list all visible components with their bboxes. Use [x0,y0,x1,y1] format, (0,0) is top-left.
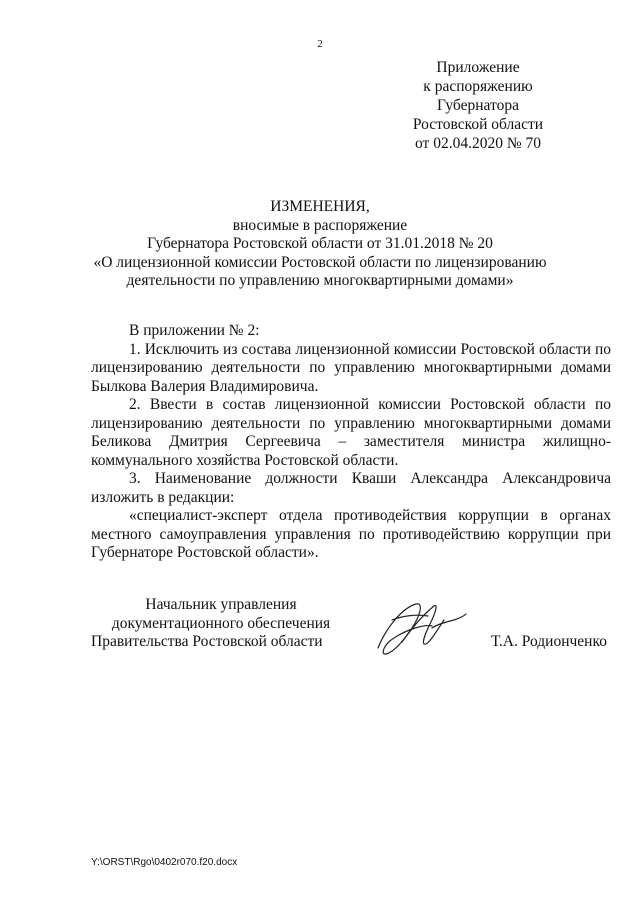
heading-line: «О лицензионной комиссии Ростовской области по лицензированию [93,253,547,271]
annex-line: Губернатора [437,97,519,114]
signatory-position [91,596,351,652]
position-line: Начальник управления [145,596,297,613]
signatory-name: Т.А. Родионченко [491,633,607,650]
position-line: документационного обеспечения [111,614,331,632]
body-item-1: 1. Исключить из состава лицензионной комиссии Ростовской области по лицензированию деятельности по управлению многоквартирными домами Былкова Валерия Владимировича. [91,340,611,395]
heading-line: вносимые в распоряжение [232,216,408,234]
page-number: 2 [317,38,323,50]
position-line: Правительства Ростовской области [91,633,323,650]
annex-line: к распоряжению [423,78,533,95]
heading-line: деятельности по управлению многоквартирными домами» [126,272,514,289]
annex-line: Приложение [436,59,520,76]
annex-line: Ростовской области [412,116,544,133]
body-quote: «специалист-эксперт отдела противодействия коррупции в органах местного самоуправления управления по противодействию коррупции при Губернаторе Ростовской области». [91,507,611,561]
heading-line: Губернатора Ростовской области от 31.01.2018 № 20 [147,235,493,252]
handwritten-signature [372,598,468,660]
document-heading [70,198,570,291]
body-item-3: 3. Наименование должности Кваши Александра Александровича изложить в редакции: [91,470,611,506]
annex-line: от 02.04.2020 № 70 [415,135,541,152]
document-body [91,322,611,563]
heading-title: ИЗМЕНЕНИЯ, [270,198,370,215]
body-intro: В приложении № 2: [129,322,260,339]
annex-block [378,58,578,153]
body-item-2: 2. Ввести в состав лицензионной комиссии Ростовской области по лицензированию деятельности по управлению многоквартирными домами Беликова Дмитрия Сергеевича – заместителя министра жилищно-коммунального хозяйства Ростовской области. [91,396,611,469]
file-path: Y:\ORST\Rgo\0402r070.f20.docx [91,857,238,868]
